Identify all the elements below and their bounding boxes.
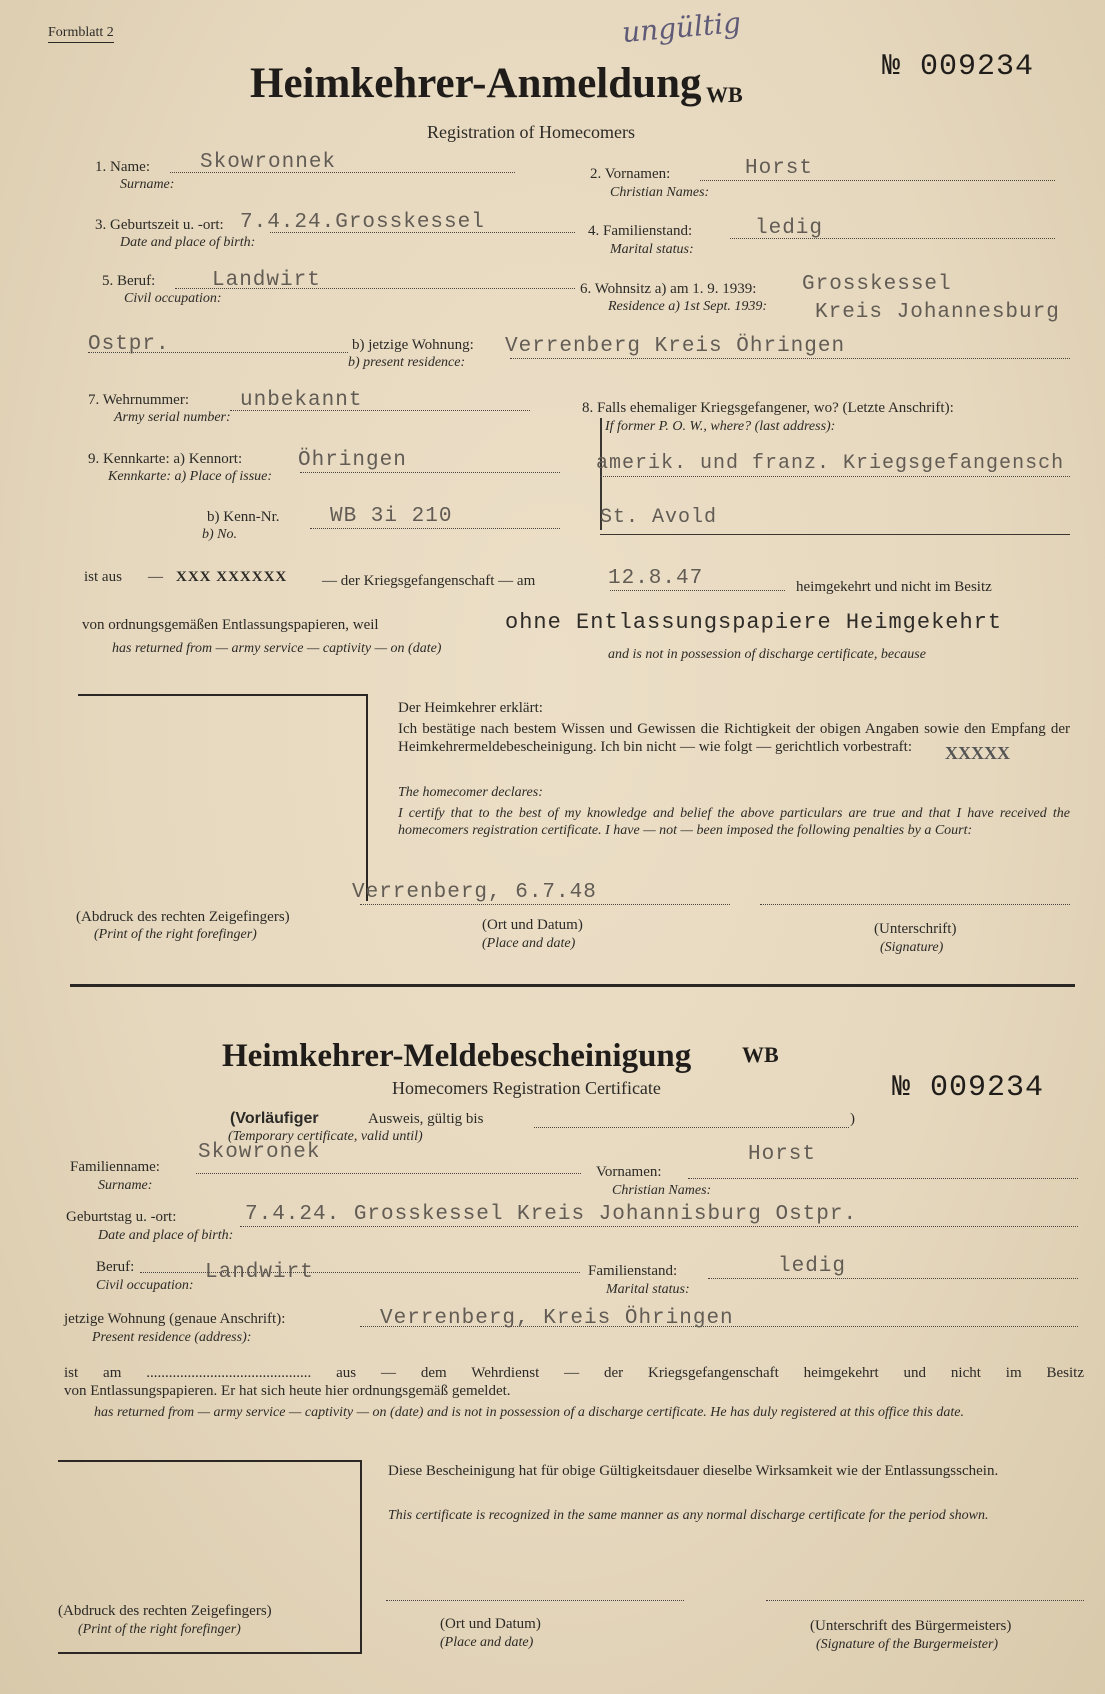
residence-1939-value-2: Kreis Johannesburg — [815, 301, 1060, 324]
place-date-caption: (Ort und Datum) — [482, 917, 583, 933]
cert-place-date-caption-en: (Place and date) — [440, 1635, 534, 1650]
cert-returned-text-2: von Entlassungspapieren. Er hat sich heute hier ordnungsgemäß gemeldet. — [64, 1383, 511, 1399]
returned-date: 12.8.47 — [608, 567, 704, 590]
id-place-label: 9. Kennkarte: a) Kennort: — [88, 451, 243, 467]
marital-value: ledig — [755, 217, 824, 240]
cert-finger-caption: (Abdruck des rechten Zeigefingers) — [58, 1603, 272, 1619]
temp-cert-close: ) — [850, 1111, 855, 1127]
cert-validity-text: Diese Bescheinigung hat für obige Gültigkeitsdauer dieselbe Wirksamkeit wie der Entlassungsschein. — [388, 1463, 999, 1479]
declaration-heading-en: The homecomer declares: — [398, 785, 543, 800]
first-name-value: Horst — [745, 157, 814, 180]
pow-label-en: If former P. O. W., where? (last address): — [605, 419, 836, 434]
form-title-wb: WB — [706, 82, 743, 107]
cert-surname-label: Familienname: — [70, 1159, 160, 1175]
certificate-title-wb: WB — [742, 1042, 779, 1067]
id-number-value: WB 3i 210 — [330, 505, 453, 528]
place-date-caption-en: (Place and date) — [482, 936, 576, 951]
temp-cert-label: Ausweis, gültig bis — [368, 1111, 484, 1127]
first-name-label-en: Christian Names: — [610, 185, 710, 200]
cert-signature-caption: (Unterschrift des Bürgermeisters) — [810, 1618, 1012, 1634]
pow-label: 8. Falls ehemaliger Kriegsgefangener, wo? (Letzte Anschrift): — [582, 400, 954, 416]
cert-residence-label: jetzige Wohnung (genaue Anschrift): — [64, 1311, 286, 1327]
cert-occupation-value: Landwirt — [205, 1261, 314, 1284]
present-residence-label: b) jetzige Wohnung: — [352, 337, 474, 353]
present-residence-value: Verrenberg Kreis Öhringen — [505, 335, 846, 358]
id-number-label: b) Kenn-Nr. — [207, 509, 280, 525]
cert-surname-label-en: Surname: — [98, 1178, 153, 1193]
temp-cert-label-en: (Temporary certificate, valid until) — [228, 1129, 423, 1144]
residence-1939-label-en: Residence a) 1st Sept. 1939: — [608, 299, 768, 314]
pow-value-2: St. Avold — [600, 506, 718, 529]
cert-birth-label: Geburtstag u. -ort: — [66, 1209, 177, 1225]
id-place-label-en: Kennkarte: a) Place of issue: — [108, 469, 273, 484]
form-subtitle: Registration of Homecomers — [427, 122, 635, 142]
cert-signature-caption-en: (Signature of the Burgermeister) — [816, 1637, 999, 1652]
present-residence-label-en: b) present residence: — [348, 355, 466, 370]
id-place-value: Öhringen — [298, 449, 407, 472]
marital-label: 4. Familienstand: — [588, 223, 693, 239]
certificate-title: Heimkehrer-Meldebescheinigung — [222, 1038, 692, 1074]
cert-finger-caption-en: (Print of the right forefinger) — [78, 1622, 241, 1637]
cert-first-name-label-en: Christian Names: — [612, 1183, 712, 1198]
birth-label: 3. Geburtszeit u. -ort: — [95, 217, 224, 233]
surname-value: Skowronnek — [200, 151, 337, 174]
cert-marital-label-en: Marital status: — [606, 1282, 690, 1297]
cert-place-date-caption: (Ort und Datum) — [440, 1616, 541, 1632]
cert-residence-label-en: Present residence (address): — [92, 1330, 252, 1345]
returned-text-3: heimgekehrt und nicht im Besitz — [796, 579, 992, 595]
birth-label-en: Date and place of birth: — [120, 235, 256, 250]
cert-occupation-label: Beruf: — [96, 1259, 135, 1275]
place-date-value: Verrenberg, 6.7.48 — [352, 881, 597, 904]
declaration-text-en: I certify that to the best of my knowledge and belief the above particulars are true and that I have received the homecomers registration certificate. I have — not — been imposed the following penalties by a Court: — [398, 806, 1070, 838]
cert-marital-value: ledig — [778, 1255, 847, 1278]
cert-first-name-label: Vornamen: — [596, 1164, 662, 1180]
cert-returned-text-1: ist am ............................................ aus — dem Wehrdienst — der Kriegsgefangenschaft heimgekehrt und nicht im Besitz — [64, 1365, 1084, 1381]
finger-caption: (Abdruck des rechten Zeigefingers) — [76, 909, 290, 925]
declaration-text: Ich bestätige nach bestem Wissen und Gewissen die Richtigkeit der obigen Angaben sowie den Empfang der Heimkehrermeldebescheinigung. Ich bin nicht — wie folgt — gerichtlich vorbestraft: — [398, 721, 1070, 755]
occupation-label-en: Civil occupation: — [124, 291, 222, 306]
surname-label: 1. Name: — [95, 159, 150, 175]
finger-caption-en: (Print of the right forefinger) — [94, 927, 257, 942]
pow-value: amerik. und franz. Kriegsgefangensch — [596, 452, 1065, 475]
returned-text-4: von ordnungsgemäßen Entlassungspapieren, weil — [82, 617, 379, 633]
form-number: № 009234 — [882, 50, 1035, 84]
temp-cert-bold: (Vorläufiger — [230, 1110, 319, 1127]
residence-1939-label: 6. Wohnsitz a) am 1. 9. 1939: — [580, 281, 757, 297]
id-number-label-en: b) No. — [202, 527, 237, 542]
form-label: Formblatt 2 — [48, 26, 114, 43]
fingerprint-box — [78, 694, 368, 901]
returned-reason: ohne Entlassungspapiere Heimgekehrt — [505, 610, 1003, 635]
cert-validity-text-en: This certificate is recognized in the same manner as any normal discharge certificate for the period shown. — [388, 1508, 989, 1523]
army-number-label: 7. Wehrnummer: — [88, 392, 189, 408]
cert-residence-value: Verrenberg, Kreis Öhringen — [380, 1307, 734, 1330]
returned-en-2: and is not in possession of discharge certificate, because — [608, 647, 926, 662]
first-name-label: 2. Vornamen: — [590, 166, 671, 182]
form-title: Heimkehrer-Anmeldung — [250, 60, 702, 107]
army-number-label-en: Army serial number: — [114, 410, 231, 425]
returned-text-1: ist aus — [84, 569, 122, 585]
returned-struck: XXX XXXXXX — [176, 569, 288, 585]
surname-label-en: Surname: — [120, 177, 175, 192]
certificate-number: № 009234 — [892, 1071, 1045, 1105]
returned-dash: — — [148, 569, 163, 585]
cert-birth-value: 7.4.24. Grosskessel Kreis Johannisburg Ostpr. — [245, 1203, 858, 1226]
declaration-strike: XXXXX — [945, 743, 1010, 763]
occupation-value: Landwirt — [212, 269, 321, 292]
returned-en-1: has returned from — army service — captivity — on (date) — [112, 641, 442, 656]
cert-marital-label: Familienstand: — [588, 1263, 678, 1279]
cert-occupation-label-en: Civil occupation: — [96, 1278, 194, 1293]
cert-first-name-value: Horst — [748, 1143, 817, 1166]
cert-returned-text-en: has returned from — army service — captivity — on (date) and is not in possession of a discharge certificate. He has duly registered at this office this date. — [94, 1405, 964, 1420]
handwritten-note: ungültig — [620, 5, 743, 50]
signature-caption: (Unterschrift) — [874, 921, 957, 937]
marital-label-en: Marital status: — [610, 242, 694, 257]
army-number-value: unbekannt — [240, 389, 363, 412]
certificate-subtitle: Homecomers Registration Certificate — [392, 1078, 661, 1098]
signature-caption-en: (Signature) — [880, 940, 944, 955]
declaration-heading: Der Heimkehrer erklärt: — [398, 700, 543, 716]
cert-surname-value: Skowronek — [198, 1141, 321, 1164]
residence-1939-prefix: Ostpr. — [88, 333, 170, 356]
birth-value: 7.4.24.Grosskessel — [240, 211, 485, 234]
section-divider — [70, 984, 1075, 987]
occupation-label: 5. Beruf: — [102, 273, 156, 289]
residence-1939-value: Grosskessel — [802, 273, 952, 296]
returned-text-2: — der Kriegsgefangenschaft — am — [322, 573, 536, 589]
cert-birth-label-en: Date and place of birth: — [98, 1228, 234, 1243]
